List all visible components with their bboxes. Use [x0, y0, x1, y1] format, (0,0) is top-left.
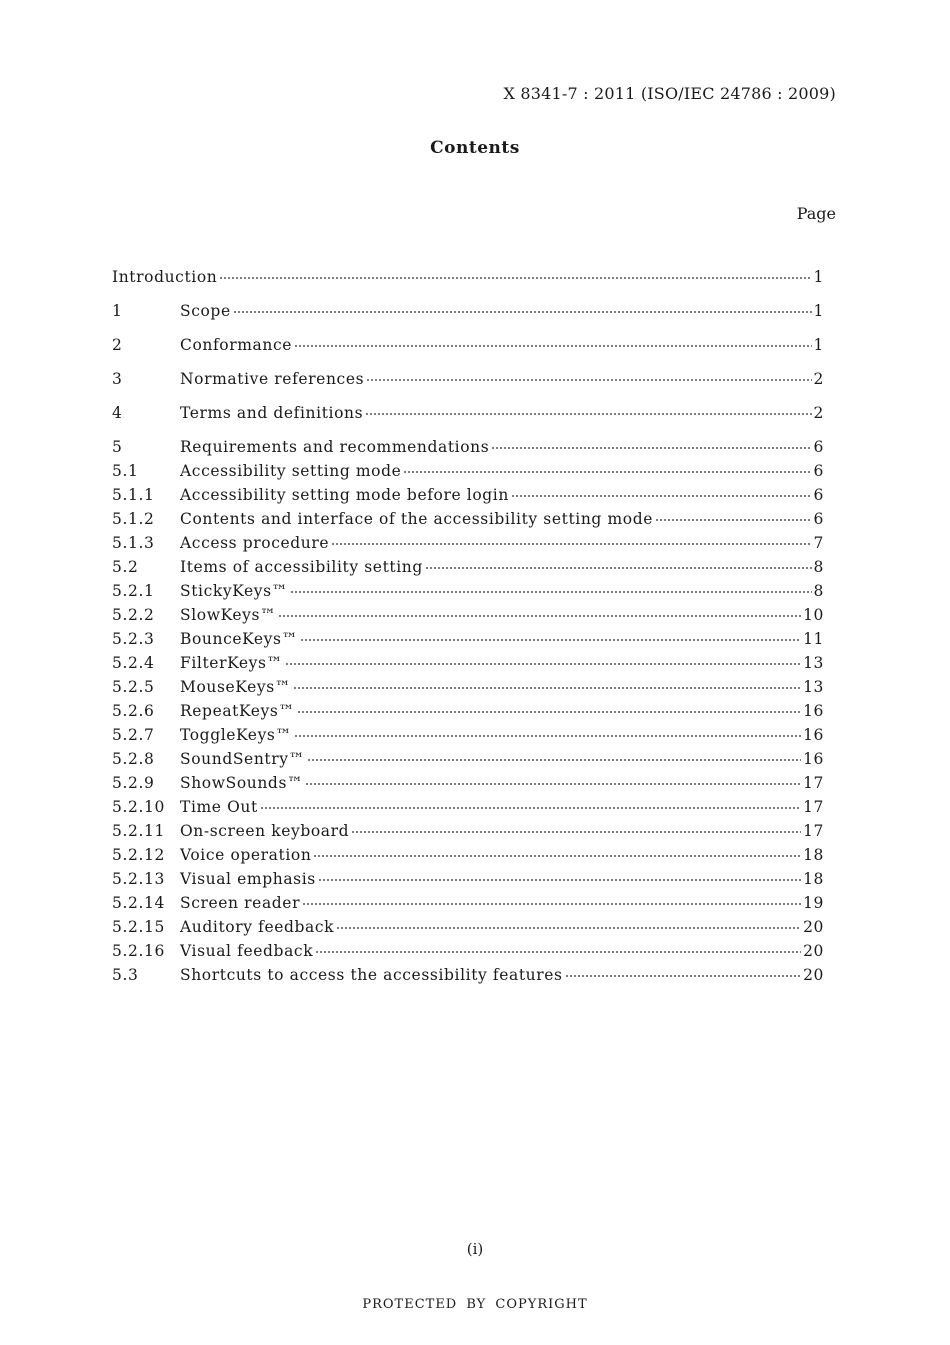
- toc-entry-number: 5.2.2: [112, 606, 155, 624]
- toc-entry[interactable]: [112, 401, 824, 425]
- toc-entry-number: 5.2.1: [112, 582, 155, 600]
- toc-entry[interactable]: [112, 699, 824, 723]
- toc-entry-number: 5: [112, 438, 123, 456]
- toc-entry-page: 18: [803, 846, 824, 864]
- toc-entry[interactable]: [112, 843, 824, 867]
- dot-leader: [336, 926, 801, 930]
- dot-leader: [294, 734, 801, 738]
- toc-entry-page: 11: [803, 630, 824, 648]
- toc-entry[interactable]: [112, 507, 824, 531]
- toc-entry-title: Auditory feedback: [180, 918, 335, 936]
- toc-entry[interactable]: [112, 651, 824, 675]
- toc-entry-title: Accessibility setting mode before login: [180, 486, 509, 504]
- toc-entry-page: 20: [803, 966, 824, 984]
- toc-entry-title: Introduction: [112, 268, 218, 286]
- toc-entry-title: Voice operation: [180, 846, 312, 864]
- toc-entry-number: 5.2.13: [112, 870, 165, 888]
- toc-entry[interactable]: [112, 531, 824, 555]
- toc-entry-page: 17: [803, 774, 824, 792]
- toc-entry-title: SoundSentry™: [180, 750, 305, 768]
- toc-entry[interactable]: [112, 939, 824, 963]
- toc-entry-number: 5.2.6: [112, 702, 155, 720]
- toc-entry-title: Conformance: [180, 336, 293, 354]
- toc-entry[interactable]: [112, 483, 824, 507]
- toc-entry-page: 6: [813, 462, 824, 480]
- toc-entry[interactable]: [112, 299, 824, 323]
- toc-entry-page: 6: [813, 486, 824, 504]
- document-id: X 8341-7 : 2011 (ISO/IEC 24786 : 2009): [503, 84, 836, 103]
- toc-entry-page: 1: [813, 336, 824, 354]
- toc-entry-number: 5.1.3: [112, 534, 155, 552]
- dot-leader: [315, 950, 801, 954]
- toc-entry-page: 13: [803, 654, 824, 672]
- dot-leader: [351, 830, 801, 834]
- toc-entry-title: Shortcuts to access the accessibility features: [180, 966, 563, 984]
- toc-entry[interactable]: [112, 367, 824, 391]
- toc-entry[interactable]: [112, 603, 824, 627]
- toc-entry-page: 18: [803, 870, 824, 888]
- dot-leader: [290, 590, 812, 594]
- toc-entry-number: 2: [112, 336, 123, 354]
- toc-entry-number: 5.2.16: [112, 942, 165, 960]
- toc-entry[interactable]: [112, 627, 824, 651]
- toc-entry-page: 6: [813, 438, 824, 456]
- dot-leader: [297, 710, 802, 714]
- dot-leader: [285, 662, 801, 666]
- toc-entry[interactable]: [112, 795, 824, 819]
- toc-entry-page: 1: [813, 302, 824, 320]
- toc-entry-title: Scope: [180, 302, 231, 320]
- toc-entry-title: Requirements and recommendations: [180, 438, 490, 456]
- copyright-notice: PROTECTED BY COPYRIGHT: [362, 1297, 588, 1312]
- toc-entry-title: Accessibility setting mode: [180, 462, 402, 480]
- toc-entry-number: 5.1: [112, 462, 139, 480]
- toc-entry[interactable]: [112, 963, 824, 987]
- toc-entry-title: Contents and interface of the accessibility setting mode: [180, 510, 654, 528]
- toc-entry[interactable]: [112, 747, 824, 771]
- dot-leader: [307, 758, 801, 762]
- dot-leader: [313, 854, 801, 858]
- dot-leader: [260, 806, 801, 810]
- toc-entry-title: BounceKeys™: [180, 630, 298, 648]
- toc-entry-number: 5.2.7: [112, 726, 155, 744]
- dot-leader: [294, 344, 812, 348]
- toc-entry-number: 5.3: [112, 966, 139, 984]
- dot-leader: [293, 686, 801, 690]
- dot-leader: [565, 974, 801, 978]
- toc-entry[interactable]: [112, 675, 824, 699]
- toc-entry-title: On-screen keyboard: [180, 822, 350, 840]
- toc-entry-title: SlowKeys™: [180, 606, 277, 624]
- toc-entry-title: StickyKeys™: [180, 582, 288, 600]
- toc-entry-number: 5.2.9: [112, 774, 155, 792]
- toc-entry-title: RepeatKeys™: [180, 702, 295, 720]
- toc-entry-page: 1: [813, 268, 824, 286]
- toc-entry[interactable]: [112, 915, 824, 939]
- toc-entry-number: 5.2.3: [112, 630, 155, 648]
- toc-entry[interactable]: [112, 555, 824, 579]
- toc-entry-number: 5.2: [112, 558, 139, 576]
- toc-entry-title: Time Out: [180, 798, 258, 816]
- toc-entry-page: 17: [803, 822, 824, 840]
- toc-entry-title: Visual emphasis: [180, 870, 316, 888]
- page-number: (i): [466, 1240, 484, 1258]
- toc-entry-page: 20: [803, 942, 824, 960]
- toc-entry-page: 13: [803, 678, 824, 696]
- toc-entry-number: 5.2.12: [112, 846, 165, 864]
- toc-entry-page: 7: [813, 534, 824, 552]
- toc-entry-page: 20: [803, 918, 824, 936]
- dot-leader: [278, 614, 801, 618]
- toc-entry-title: FilterKeys™: [180, 654, 283, 672]
- dot-leader: [403, 470, 811, 474]
- toc-entry-title: Visual feedback: [180, 942, 314, 960]
- dot-leader: [302, 902, 801, 906]
- toc-entry-title: Screen reader: [180, 894, 301, 912]
- toc-entry[interactable]: [112, 459, 824, 483]
- toc-entry[interactable]: [112, 435, 824, 459]
- toc-entry-number: 5.2.8: [112, 750, 155, 768]
- toc-entry-page: 16: [803, 750, 824, 768]
- toc-entry-title: ShowSounds™: [180, 774, 304, 792]
- toc-entry-title: Normative references: [180, 370, 365, 388]
- toc-entry-number: 4: [112, 404, 123, 422]
- toc-entry[interactable]: [112, 579, 824, 603]
- toc-entry[interactable]: [112, 771, 824, 795]
- dot-leader: [366, 378, 811, 382]
- toc-entry-page: 2: [813, 404, 824, 422]
- toc-entry[interactable]: [112, 723, 824, 747]
- dot-leader: [655, 518, 812, 522]
- dot-leader: [300, 638, 801, 642]
- dot-leader: [511, 494, 812, 498]
- toc-entry-title: ToggleKeys™: [180, 726, 292, 744]
- toc-entry-page: 6: [813, 510, 824, 528]
- toc-entry-page: 2: [813, 370, 824, 388]
- toc-entry[interactable]: [112, 891, 824, 915]
- dot-leader: [318, 878, 801, 882]
- dot-leader: [425, 566, 812, 570]
- toc-entry-number: 5.2.15: [112, 918, 165, 936]
- toc-entry-page: 17: [803, 798, 824, 816]
- dot-leader: [233, 310, 812, 314]
- toc-entry-title: Access procedure: [180, 534, 330, 552]
- toc-entry-page: 16: [803, 726, 824, 744]
- toc-entry-number: 5.2.4: [112, 654, 155, 672]
- toc-entry-page: 19: [803, 894, 824, 912]
- contents-title: Contents: [430, 138, 520, 158]
- table-of-contents: [112, 265, 824, 987]
- toc-entry-number: 5.2.11: [112, 822, 165, 840]
- toc-entry-number: 5.2.5: [112, 678, 155, 696]
- page-column-label: Page: [796, 204, 836, 223]
- toc-entry-number: 5.1.2: [112, 510, 155, 528]
- toc-entry-page: 10: [803, 606, 824, 624]
- toc-entry-title: Terms and definitions: [180, 404, 364, 422]
- toc-entry-number: 5.2.14: [112, 894, 165, 912]
- toc-entry-number: 3: [112, 370, 123, 388]
- toc-entry-title: Items of accessibility setting: [180, 558, 423, 576]
- toc-entry[interactable]: [112, 333, 824, 357]
- toc-entry-page: 8: [813, 582, 824, 600]
- dot-leader: [305, 782, 801, 786]
- toc-entry-page: 16: [803, 702, 824, 720]
- toc-entry-number: 5.1.1: [112, 486, 155, 504]
- toc-entry-page: 8: [813, 558, 824, 576]
- dot-leader: [365, 412, 811, 416]
- toc-entry-title: MouseKeys™: [180, 678, 291, 696]
- toc-entry-number: 5.2.10: [112, 798, 165, 816]
- toc-entry[interactable]: [112, 265, 824, 289]
- toc-entry[interactable]: [112, 819, 824, 843]
- toc-entry[interactable]: [112, 867, 824, 891]
- dot-leader: [331, 542, 811, 546]
- toc-entry-number: 1: [112, 302, 123, 320]
- dot-leader: [491, 446, 811, 450]
- dot-leader: [219, 276, 811, 280]
